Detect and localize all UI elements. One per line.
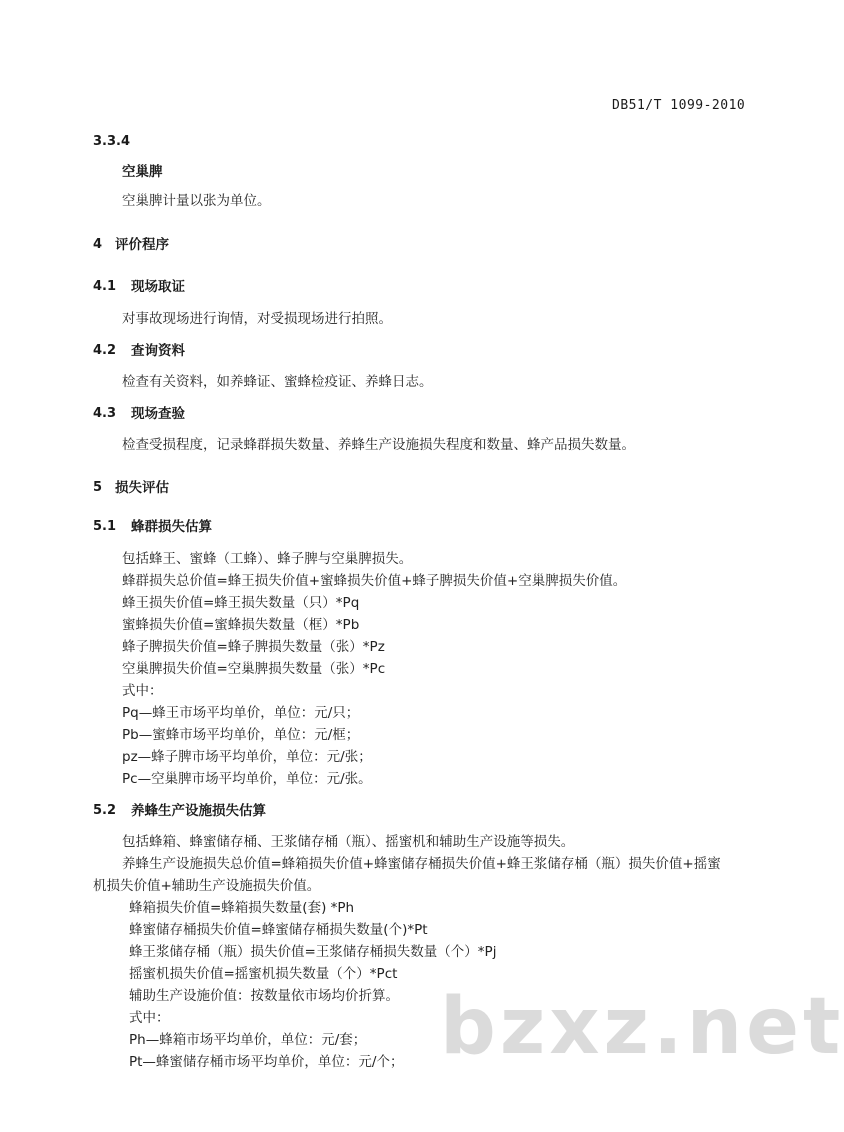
clause-number-3-3-4: 3.3.4 — [93, 134, 131, 149]
section-title-5: 损失评估 — [115, 480, 169, 496]
clause-number-4-2: 4.2 — [93, 343, 117, 358]
variable-definition: Pq—蜂王市场平均单价，单位：元/只； — [122, 705, 360, 721]
where-label: 式中： — [122, 683, 163, 699]
formula-line: 蜂王损失价值=蜂王损失数量（只）*Pq — [122, 595, 360, 611]
formula-line: 辅助生产设施价值：按数量依市场均价折算。 — [129, 988, 399, 1004]
site-watermark: bzxz.net — [440, 982, 844, 1072]
text-line: 机损失价值+辅助生产设施损失价值。 — [93, 878, 321, 894]
term-title: 空巢脾 — [122, 164, 163, 180]
standard-code: DB51/T 1099-2010 — [612, 98, 746, 113]
text-line: 养蜂生产设施损失总价值=蜂箱损失价值+蜂蜜储存桶损失价值+蜂王浆储存桶（瓶）损失价值+摇蜜 — [122, 856, 721, 872]
clause-title-4-3: 现场查验 — [131, 406, 185, 422]
section-number-5: 5 — [93, 480, 103, 495]
formula-line: 蜜蜂损失价值=蜜蜂损失数量（框）*Pb — [122, 617, 360, 633]
formula-line: 空巢脾损失价值=空巢脾损失数量（张）*Pc — [122, 661, 386, 677]
clause-title-4-2: 查询资料 — [131, 343, 185, 359]
section-title-4: 评价程序 — [115, 237, 169, 253]
formula-line: 蜂王浆储存桶（瓶）损失价值=王浆储存桶损失数量（个）*Pj — [129, 944, 497, 960]
section-number-4: 4 — [93, 237, 103, 252]
clause-title-5-2: 养蜂生产设施损失估算 — [131, 803, 266, 819]
formula-line: 蜂箱损失价值=蜂箱损失数量(套) *Ph — [129, 900, 355, 916]
variable-definition: Pb—蜜蜂市场平均单价，单位：元/框； — [122, 727, 360, 743]
text-line: 蜂群损失总价值=蜂王损失价值+蜜蜂损失价值+蜂子脾损失价值+空巢脾损失价值。 — [122, 573, 627, 589]
clause-number-5-1: 5.1 — [93, 519, 117, 534]
clause-title-5-1: 蜂群损失估算 — [131, 519, 212, 535]
formula-line: 蜂子脾损失价值=蜂子脾损失数量（张）*Pz — [122, 639, 385, 655]
variable-definition: pz—蜂子脾市场平均单价，单位：元/张； — [122, 749, 372, 765]
text-line: 包括蜂箱、蜂蜜储存桶、王浆储存桶（瓶）、摇蜜机和辅助生产设施等损失。 — [122, 834, 575, 850]
clause-body-4-2: 检查有关资料，如养蜂证、蜜蜂检疫证、养蜂日志。 — [122, 374, 433, 390]
term-definition: 空巢脾计量以张为单位。 — [122, 193, 271, 209]
clause-title-4-1: 现场取证 — [131, 279, 185, 295]
variable-definition: Pc—空巢脾市场平均单价，单位：元/张。 — [122, 771, 372, 787]
clause-number-4-1: 4.1 — [93, 279, 117, 294]
variable-definition: Ph—蜂箱市场平均单价，单位：元/套； — [129, 1032, 367, 1048]
formula-line: 摇蜜机损失价值=摇蜜机损失数量（个）*Pct — [129, 966, 398, 982]
clause-body-4-3: 检查受损程度，记录蜂群损失数量、养蜂生产设施损失程度和数量、蜂产品损失数量。 — [122, 437, 635, 453]
variable-definition: Pt—蜂蜜储存桶市场平均单价，单位：元/个； — [129, 1054, 404, 1070]
clause-number-4-3: 4.3 — [93, 406, 117, 421]
clause-body-4-1: 对事故现场进行询情，对受损现场进行拍照。 — [122, 311, 392, 327]
text-line: 包括蜂王、蜜蜂（工蜂）、蜂子脾与空巢脾损失。 — [122, 551, 413, 567]
formula-line: 蜂蜜储存桶损失价值=蜂蜜储存桶损失数量(个)*Pt — [129, 922, 428, 938]
clause-number-5-2: 5.2 — [93, 803, 117, 818]
where-label: 式中： — [129, 1010, 170, 1026]
